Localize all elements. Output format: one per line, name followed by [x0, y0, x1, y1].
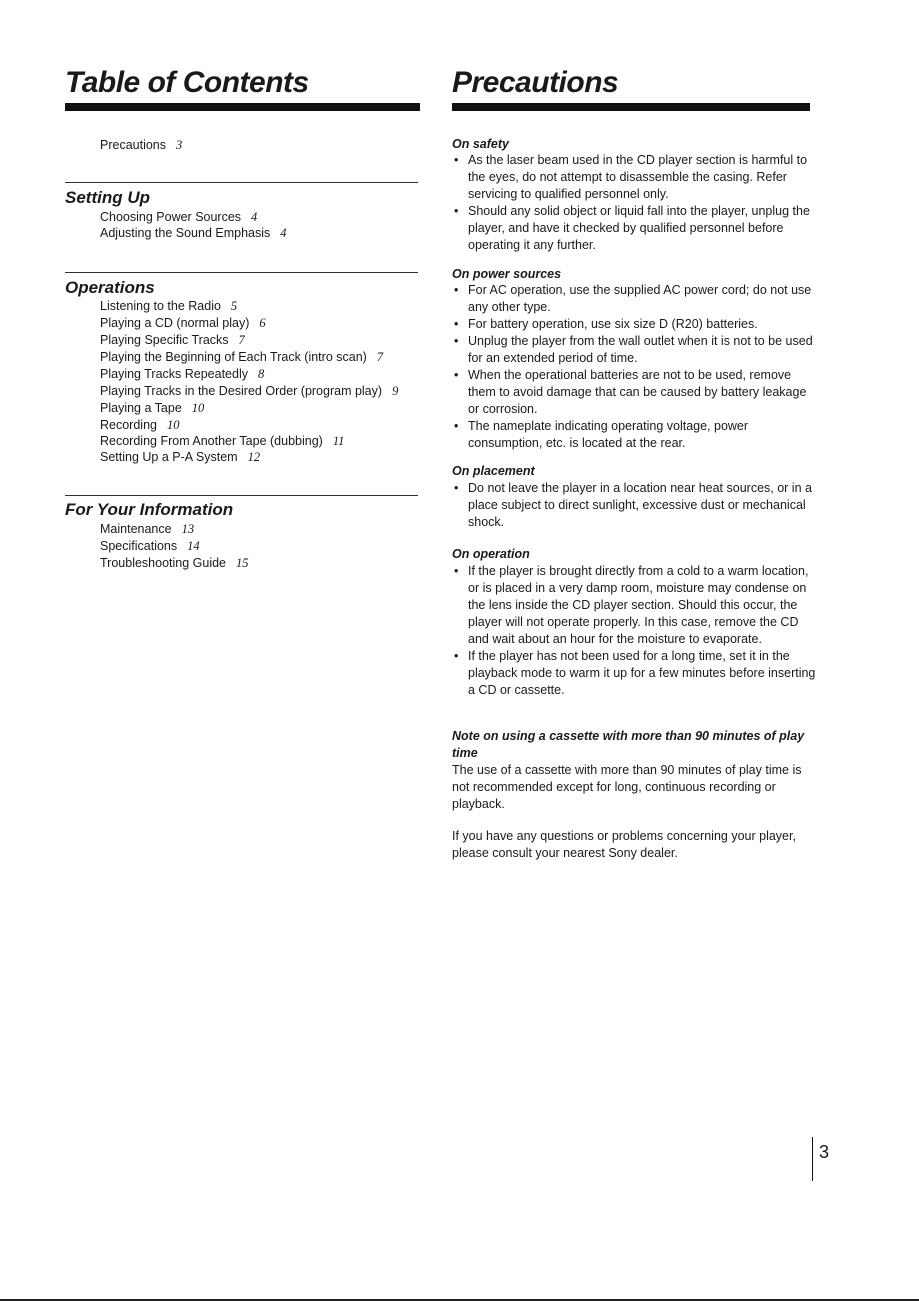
list-item: • The nameplate indicating operating voltage, power consumption, etc. is located at the rear.	[452, 418, 817, 452]
section-rule	[65, 495, 418, 496]
toc-item-label: Playing a Tape	[100, 401, 182, 415]
toc-item[interactable]	[100, 332, 245, 348]
section-rule	[65, 182, 418, 183]
toc-item-label: Precautions	[100, 138, 167, 152]
toc-item-page: 6	[259, 316, 266, 330]
list-item: • For battery operation, use six size D (R20) batteries.	[452, 316, 817, 333]
toc-item[interactable]	[100, 538, 200, 554]
toc-item-label: Maintenance	[100, 522, 172, 536]
list-item: • Unplug the player from the wall outlet when it is not to be used for an extended period of time.	[452, 333, 817, 367]
toc-item[interactable]	[100, 400, 204, 416]
toc-item-label: Setting Up a P-A System	[100, 450, 238, 464]
toc-item-label: Playing the Beginning of Each Track (intro scan)	[100, 350, 367, 364]
toc-item[interactable]	[100, 315, 266, 331]
toc-item-label: Recording From Another Tape (dubbing)	[100, 434, 323, 448]
toc-item[interactable]	[100, 298, 237, 314]
toc-item[interactable]	[100, 521, 194, 537]
cassette-note-text: The use of a cassette with more than 90 minutes of play time is not recommended except for long, continuous recording or playback.	[452, 763, 802, 811]
section-rule	[65, 272, 418, 273]
list-item: • When the operational batteries are not to be used, remove them to avoid damage that can be caused by battery leakage or corrosion.	[452, 367, 817, 418]
toc-item-page: 8	[258, 367, 265, 381]
list-item: • If the player is brought directly from a cold to a warm location, or is placed in a very damp room, moisture may condense on the lens inside the CD player section. Should this occur, the player will not operate properly. In this case, remove the CD and wait about an hour for the moisture to evaporate.	[452, 563, 817, 648]
placement-heading: On placement	[452, 464, 535, 478]
toc-item-label: Recording	[100, 418, 157, 432]
toc-item-page: 10	[166, 418, 180, 432]
toc-item-label: Adjusting the Sound Emphasis	[100, 226, 271, 240]
toc-item-page: 7	[238, 333, 245, 347]
section-heading-for-your-information: For Your Information	[65, 500, 234, 519]
page-number: 3	[812, 1137, 829, 1181]
toc-item-precautions[interactable]	[100, 137, 182, 153]
precautions-title-rule	[452, 103, 810, 111]
toc-title-rule	[65, 103, 420, 111]
power-heading: On power sources	[452, 267, 562, 281]
list-item: • Do not leave the player in a location near heat sources, or in a place subject to direct sunlight, excessive dust or mechanical shock.	[452, 480, 817, 531]
toc-item-page: 4	[251, 210, 258, 224]
operation-heading: On operation	[452, 547, 530, 561]
toc-item-page: 4	[280, 226, 287, 240]
toc-item-page: 5	[230, 299, 238, 313]
toc-item[interactable]	[100, 383, 398, 399]
toc-item-page: 14	[187, 539, 200, 553]
toc-item-label: Troubleshooting Guide	[100, 556, 227, 570]
toc-item-label: Playing a CD (normal play)	[100, 316, 250, 330]
toc-item[interactable]	[100, 349, 383, 365]
section-heading-setting-up: Setting Up	[65, 188, 150, 207]
toc-item-label: Specifications	[100, 539, 178, 553]
toc-item-label: Choosing Power Sources	[100, 210, 242, 224]
toc-item-page: 13	[181, 522, 195, 536]
operation-list	[452, 563, 817, 699]
toc-item[interactable]	[100, 417, 179, 433]
cassette-note-heading: Note on using a cassette with more than 90 minutes of play time	[452, 729, 805, 760]
toc-item-page: 12	[247, 450, 261, 464]
list-item: • If the player has not been used for a long time, set it in the playback mode to warm it up for a few minutes before inserting a CD or cassette.	[452, 648, 817, 699]
toc-item-label: Listening to the Radio	[100, 299, 221, 313]
toc-item[interactable]	[100, 449, 260, 465]
toc-item[interactable]	[100, 209, 257, 225]
contact-text: If you have any questions or problems concerning your player, please consult your nearest Sony dealer.	[452, 829, 796, 860]
toc-item-label: Playing Specific Tracks	[100, 333, 229, 347]
toc-title: Table of Contents	[65, 66, 309, 99]
toc-item-label: Playing Tracks in the Desired Order (program play)	[100, 384, 383, 398]
toc-item-label: Playing Tracks Repeatedly	[100, 367, 248, 381]
toc-item-page: 3	[176, 138, 183, 152]
safety-heading: On safety	[452, 137, 509, 151]
safety-list	[452, 152, 817, 254]
toc-item-page: 11	[332, 434, 345, 448]
list-item: • As the laser beam used in the CD player section is harmful to the eyes, do not attempt to disassemble the casing. Refer servicing to qualified personnel only.	[452, 152, 817, 203]
toc-item-page: 9	[392, 384, 399, 398]
precautions-title: Precautions	[452, 66, 619, 99]
list-item: • For AC operation, use the supplied AC power cord; do not use any other type.	[452, 282, 817, 316]
toc-item[interactable]	[100, 225, 287, 241]
toc-item-page: 7	[376, 350, 384, 364]
list-item: • Should any solid object or liquid fall into the player, unplug the player, and have it checked by qualified personnel before operating it any further.	[452, 203, 817, 254]
toc-item-page: 15	[236, 556, 249, 570]
toc-item[interactable]	[100, 433, 344, 449]
toc-item[interactable]	[100, 555, 249, 571]
toc-item[interactable]	[100, 366, 264, 382]
power-list	[452, 282, 817, 452]
section-heading-operations: Operations	[65, 278, 155, 297]
placement-list	[452, 480, 817, 531]
toc-item-page: 10	[191, 401, 205, 415]
